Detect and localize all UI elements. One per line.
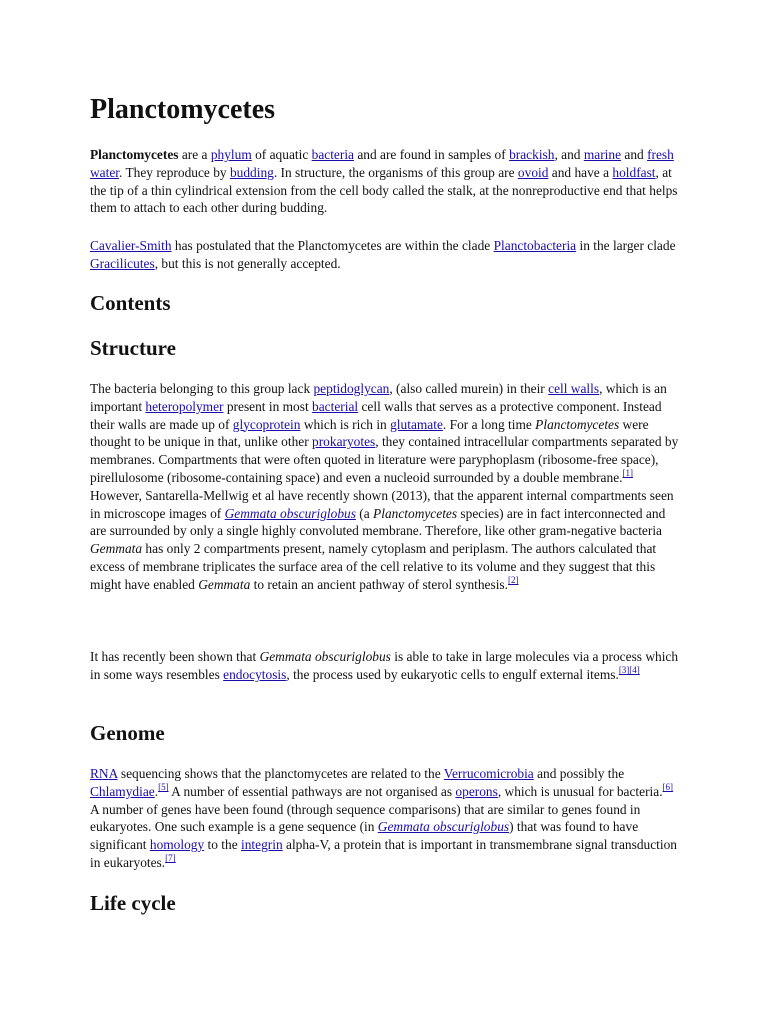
link-ovoid[interactable]: ovoid bbox=[517, 164, 549, 180]
text: , which is unusual for bacteria. bbox=[497, 783, 663, 799]
text: and possibly the bbox=[533, 766, 625, 781]
text: The bacteria belonging to this group lack bbox=[90, 381, 314, 396]
link-cell-walls[interactable]: cell walls bbox=[548, 381, 600, 396]
text: of aquatic bbox=[251, 147, 312, 162]
italic-text: Planctomycetes bbox=[373, 505, 458, 521]
link-homology[interactable]: homology bbox=[149, 837, 205, 853]
text: is able to take in large molecules via a process which in some ways resembles bbox=[90, 649, 679, 682]
text: has only 2 compartments present, namely cytoplasm and periplasm. The authors calculated that excess of membrane triplicates the surface area of the cell relative to its volume and they suggest that this might have enabled bbox=[90, 541, 657, 592]
text: , and bbox=[554, 147, 584, 162]
contents-heading: Contents bbox=[90, 291, 171, 315]
link-integrin[interactable]: integrin bbox=[241, 837, 283, 853]
link-prokaryotes[interactable]: prokaryotes bbox=[312, 434, 376, 450]
link-rna[interactable]: RNA bbox=[90, 766, 118, 781]
text: in the larger clade bbox=[576, 238, 676, 253]
link-heteropolymer[interactable]: heteropolymer bbox=[145, 398, 224, 414]
page-title: Planctomycetes bbox=[90, 94, 276, 125]
link-gemmata-obscuriglobus-2[interactable]: Gemmata obscuriglobus bbox=[377, 819, 510, 835]
ref-2[interactable]: [2] bbox=[508, 574, 519, 585]
text: It has recently been shown that bbox=[90, 649, 260, 664]
intro-lead: Planctomycetes bbox=[90, 147, 179, 162]
link-verrucomicrobia[interactable]: Verrucomicrobia bbox=[443, 766, 534, 781]
text: to retain an ancient pathway of sterol synthesis. bbox=[250, 576, 508, 592]
italic-text: Gemmata bbox=[90, 541, 143, 557]
text: . In structure, the organisms of this group are bbox=[273, 164, 518, 180]
structure-heading: Structure bbox=[90, 336, 176, 360]
structure-paragraph bbox=[90, 380, 680, 594]
link-planctobacteria[interactable]: Planctobacteria bbox=[493, 238, 577, 253]
italic-text: Gemmata obscuriglobus bbox=[259, 649, 391, 664]
link-operons[interactable]: operons bbox=[455, 783, 498, 799]
link-glutamate[interactable]: glutamate bbox=[390, 416, 443, 432]
link-chlamydiae[interactable]: Chlamydiae bbox=[90, 783, 155, 799]
link-glycoprotein[interactable]: glycoprotein bbox=[232, 416, 301, 432]
text: were thought to be unique in that, unlike other bbox=[90, 416, 649, 450]
link-gemmata-obscuriglobus[interactable]: Gemmata obscuriglobus bbox=[224, 505, 356, 521]
text: alpha-V, a protein that is important in transmembrane signal transduction in eukaryotes. bbox=[90, 837, 677, 870]
ref-7[interactable]: [7] bbox=[165, 852, 176, 863]
text: (a bbox=[355, 505, 374, 521]
ref-3-4[interactable]: [3][4] bbox=[618, 664, 640, 675]
genome-heading: Genome bbox=[90, 721, 165, 745]
text: , the process used by eukaryotic cells to engulf external items. bbox=[286, 666, 619, 682]
link-peptidoglycan[interactable]: peptidoglycan bbox=[313, 381, 390, 396]
link-phylum[interactable]: phylum bbox=[210, 147, 252, 162]
text: has postulated that the Planctomycetes are within the clade bbox=[171, 238, 494, 253]
text: A number of genes have been found (through sequence comparisons) that are similar to genes found in eukaryotes. One such example is a gene sequence (in bbox=[90, 801, 641, 835]
intro-paragraph bbox=[90, 146, 680, 217]
link-fresh[interactable]: fresh bbox=[647, 147, 674, 162]
text: ) that was found to have significant bbox=[90, 819, 639, 853]
genome-paragraph bbox=[90, 765, 680, 872]
link-bacterial[interactable]: bacterial bbox=[312, 398, 359, 414]
link-holdfast[interactable]: holdfast bbox=[612, 164, 656, 180]
text: present in most bbox=[223, 398, 313, 414]
ref-5[interactable]: [5] bbox=[158, 781, 169, 792]
ref-1[interactable]: [1] bbox=[622, 467, 633, 478]
text: . bbox=[154, 783, 159, 799]
link-gracilicutes[interactable]: Gracilicutes bbox=[90, 255, 155, 271]
text: , they contained intracellular compartments separated by membranes. Compartments that were often quoted in literature were paryphoplasm (ribosome-free space), pirellulosome (ribosome-containing space) and even a nucleoid surrounded by a double membrane. bbox=[90, 434, 679, 485]
life-cycle-heading: Life cycle bbox=[90, 891, 176, 915]
italic-text: Planctomycetes bbox=[535, 416, 620, 432]
text: , at the tip of a thin cylindrical extension from the cell body called the stalk, at the nonreproductive end that helps them to attach to each other during budding. bbox=[90, 164, 678, 216]
link-water[interactable]: water bbox=[90, 164, 119, 180]
endocytosis-paragraph bbox=[90, 648, 680, 684]
text: , but this is not generally accepted. bbox=[154, 255, 341, 271]
link-budding[interactable]: budding bbox=[229, 164, 274, 180]
text: However, Santarella-Mellwig et al have recently shown (2013), that the apparent internal compartments seen in microscope images of bbox=[90, 487, 674, 521]
text: sequencing shows that the planctomycetes are related to the bbox=[117, 766, 444, 781]
text: and bbox=[621, 147, 648, 162]
text: are a bbox=[178, 147, 211, 162]
link-bacteria[interactable]: bacteria bbox=[311, 147, 354, 162]
text: to the bbox=[204, 837, 242, 853]
link-endocytosis[interactable]: endocytosis bbox=[223, 666, 287, 682]
link-cavalier-smith[interactable]: Cavalier-Smith bbox=[90, 238, 172, 253]
ref-6[interactable]: [6] bbox=[662, 781, 674, 792]
text: species) are in fact interconnected and are surrounded by only a single highly convoluted membrane. Therefore, like other gram-negative bacteria bbox=[90, 505, 666, 539]
text: , (also called murein) in their bbox=[389, 381, 549, 396]
text: . For a long time bbox=[442, 416, 536, 432]
text: A number of essential pathways are not organised as bbox=[168, 783, 456, 799]
text: . They reproduce by bbox=[119, 164, 230, 180]
text: and have a bbox=[548, 164, 613, 180]
text: cell walls that serves as a protective component. Instead their walls are made up of bbox=[90, 398, 662, 432]
cavalier-paragraph bbox=[90, 237, 680, 273]
link-brackish[interactable]: brackish bbox=[509, 147, 555, 162]
italic-text: Gemmata bbox=[198, 576, 251, 592]
text: which is rich in bbox=[300, 416, 391, 432]
text: , which is an important bbox=[90, 381, 667, 414]
link-marine[interactable]: marine bbox=[583, 147, 622, 162]
text: and are found in samples of bbox=[354, 147, 510, 162]
